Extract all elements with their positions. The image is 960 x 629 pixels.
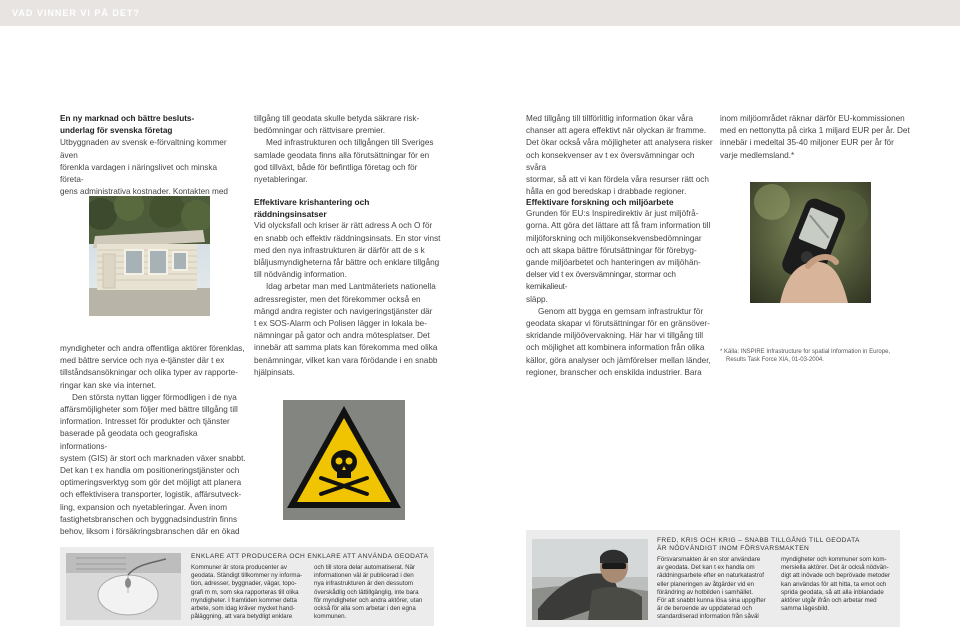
- info-box-line: digt att inövade och beprövade metoder: [781, 572, 891, 580]
- info-box-defence-col-b: [781, 556, 897, 613]
- info-box-line: kommunen.: [314, 613, 347, 621]
- cabin-photo: [89, 196, 210, 316]
- page-header-band: [0, 0, 960, 26]
- column-2-body-line: Idag arbetar man med Lantmäteriets nationella: [266, 282, 436, 292]
- column-3-body-line: miljöforskning och miljökonsekvensbedömningar: [526, 233, 702, 243]
- column-1-body-line: och effektivisera transporter, logistik, affärsutveck-: [60, 490, 242, 500]
- column-4-line: med en nettonytta på cirka 1 miljard EUR per år. Det: [720, 126, 910, 136]
- footnote-line-1: * Källa: INSPIRE Infrastructure for spatial Information in Europe,: [720, 349, 891, 355]
- soldier-photo: [532, 539, 648, 620]
- info-box-line: myndigheter och kommuner som kom-: [781, 556, 887, 563]
- column-1-body-line: optimeringsverktyg som gör det möjligt att planera: [60, 478, 242, 488]
- info-box-line: grafi m m, som ska rapporteras till olika: [191, 588, 299, 596]
- info-box-line: Kommuner är stora producenter av: [191, 564, 287, 571]
- info-box-line: eller planeringen av åtgärder vid en: [657, 580, 754, 588]
- info-box-defence-col-a: [657, 556, 777, 622]
- info-box-line: sprida geodata, så att alla inblandade: [781, 588, 884, 596]
- info-box-line: aktörer utgår ifrån och arbetar med: [781, 597, 877, 605]
- info-box-line: informationen väl är publicerad i den: [314, 572, 414, 580]
- column-1-body-line: behov, liksom i försäkringsbranschen där en ökad: [60, 527, 240, 537]
- column-1-body-line: ringar kan ske via internet.: [60, 380, 157, 390]
- column-1-intro-line: gens administrativa kostnader. Kontakten med: [60, 187, 228, 197]
- column-2-body-line: nämningar på gator och andra mötesplatser. Det: [254, 331, 430, 341]
- page-header-title: VAD VINNER VI PÅ DET?: [12, 8, 140, 18]
- column-1-body-line: baserade på geodata och geografiska informations-: [60, 429, 198, 451]
- info-box-geodata-col-b: [314, 564, 432, 621]
- column-3-body-line: skridande miljöövervakning. Här har vi tillgång till: [526, 331, 704, 341]
- column-1-body-line: myndigheter och andra offentliga aktörer förenklas,: [60, 344, 245, 353]
- info-box-line: standardiserad information från såväl: [657, 613, 759, 621]
- column-3-subheading: Effektivare forskning och miljöarbete: [526, 197, 674, 207]
- column-1-body: [60, 343, 246, 538]
- column-1-body-line: information. Intresset för produkter och tjänster: [60, 417, 230, 427]
- column-2-body-line: Vid olycksfall och kriser är rätt adress A och O för: [254, 221, 433, 231]
- column-1-body-line: affärsmöjligheter som följer med bättre tillgång till: [60, 405, 238, 415]
- column-2-body-line: blåljusmyndigheterna får bättre och enklare tillgång: [254, 258, 440, 268]
- column-2-body-line: benämningar, vilket kan vara förödande i en snabb: [254, 355, 438, 365]
- column-3-section: [526, 196, 718, 379]
- column-2-line: samlade geodata finns alla förutsättningar för en: [254, 150, 430, 160]
- column-3-body-line: och möjlighet att kombinera information från olika: [526, 343, 705, 353]
- column-1-body-line: Det kan t ex handla om positioneringstjänster och: [60, 466, 240, 476]
- column-4-line: inom miljöområdet räknar därför EU-kommissionen: [720, 114, 905, 123]
- info-box-geodata: [60, 547, 434, 626]
- info-box-line: påläggning, att vara betydligt enklare: [191, 613, 293, 621]
- info-box-line: mersiella aktörer. Det är också nödvän-: [781, 564, 889, 572]
- column-3-body-line: Genom att bygga en gemsam infrastruktur för: [538, 306, 704, 316]
- column-2-line: tillgång till geodata skulle betyda säkrare risk-: [254, 114, 420, 123]
- column-1-intro-line: Utbyggnaden av svensk e-förvaltning kommer även: [60, 138, 227, 160]
- column-3-line: Det ökar också våra möjligheter att analysera risker: [526, 138, 713, 148]
- footnote: [720, 348, 920, 364]
- column-3-line: chanser att agera effektivt när olyckan är framme.: [526, 126, 707, 136]
- column-2-subheading: Effektivare krishantering och räddningsinsatser: [254, 197, 370, 220]
- info-box-defence-caption-line-2: ÄR NÖDVÄNDIGT INOM FÖRSVARSMAKTEN: [657, 545, 810, 552]
- column-3-body-line: gorna. Att göra det lättare att få fram information till: [526, 221, 711, 231]
- column-2-body-line: en snabb och effektiv räddningsinsats. En stor vinst: [254, 233, 441, 243]
- column-1-body-line: ling, expansion och nyetableringar. Även inom: [60, 502, 228, 512]
- info-box-line: av geodata. Det kan t ex handla om: [657, 564, 755, 572]
- column-1-body-line: Den största nyttan ligger förmodligen i de nya: [72, 392, 237, 402]
- column-2-section: [254, 196, 444, 379]
- column-2-line: nyetableringar.: [254, 175, 308, 185]
- column-1-body-line: fastighetsbranschen och byggnadsindustrin finns: [60, 514, 238, 524]
- column-1-heading-line-2: underlag för svenska företag: [60, 126, 173, 136]
- info-box-line: Försvarsmakten är en stor användare: [657, 556, 761, 563]
- column-3-body-line: källor, göra analyser och jämförelser mellan länder,: [526, 355, 711, 365]
- column-2-body-line: innebär att samma plats kan förekomma med olika: [254, 343, 438, 353]
- column-2-line: bedömningar och rättvisare premier.: [254, 126, 386, 136]
- column-3-top: [526, 113, 716, 198]
- column-2-line: god tillväxt, både för befintliga företag och för: [254, 162, 418, 172]
- info-box-line: arbete, som idag kräver mycket hand-: [191, 605, 295, 613]
- info-box-line: också för alla som arbetar i den egna: [314, 605, 416, 613]
- info-box-line: överskådlig och lättillgänglig, inte bara: [314, 588, 419, 596]
- info-box-line: nya infrastrukturen är den dessutom: [314, 580, 414, 588]
- column-2-body-line: mängd andra register och navigeringstjänster där: [254, 306, 433, 316]
- column-4-top: [720, 113, 910, 162]
- column-1-body-line: system (GIS) är stort och marknaden växer snabbt.: [60, 453, 246, 463]
- info-box-defence: [526, 530, 900, 627]
- hazard-sign-photo: [283, 400, 405, 520]
- column-2-body-line: adressregister, men det förekommer också en: [254, 294, 421, 304]
- info-box-line: För att snabbt kunna lösa sina uppgifter: [657, 597, 766, 605]
- column-2-body-line: hjälpinsats.: [254, 367, 295, 377]
- column-2-body-line: t ex SOS-Alarm och Polisen lägger in lokala be-: [254, 319, 427, 329]
- column-3-body-line: släpp.: [526, 294, 548, 304]
- footnote-line-2: Results Task Force XIA, 01-03-2004.: [726, 357, 824, 363]
- column-1-top: [60, 113, 240, 198]
- info-box-line: myndigheter. I framtiden kommer detta: [191, 596, 297, 604]
- column-2-body-line: till nödvändig information.: [254, 270, 347, 280]
- column-2-top: [254, 113, 444, 186]
- info-box-line: förändring av hotbilden i samhället.: [657, 588, 753, 596]
- column-3-line: och konsekvenser av t ex översvämningar och svåra: [526, 150, 695, 172]
- column-1-heading-line-1: En ny marknad och bättre besluts-: [60, 114, 195, 123]
- column-1-body-line: tillståndsansökningar och olika typer av rapporte-: [60, 368, 238, 378]
- column-3-body-line: Grunden för EU:s Inspiredirektiv är just miljöfrå-: [526, 209, 699, 219]
- info-box-defence-caption: [657, 537, 860, 553]
- column-3-body-line: regioner, branscher och enskilda industrier. Bara: [526, 367, 702, 377]
- column-3-line: Med tillgång till tillförlitlig information ökar våra: [526, 114, 694, 123]
- info-box-line: för myndigheter och andra aktörer, utan: [314, 596, 423, 604]
- gps-device-photo: [750, 182, 871, 303]
- column-3-body-line: geodata skapar vi förutsättningar för en gränsöver-: [526, 319, 710, 329]
- column-3-body-line: gande miljöarbetet och hanteringen av miljöhän-: [526, 258, 701, 268]
- column-4-line: varje medlemsland.*: [720, 150, 795, 160]
- info-box-line: är de beroende av uppdaterad och: [657, 605, 752, 613]
- info-box-geodata-caption: ENKLARE ATT PRODUCERA OCH ENKLARE ATT ANVÄNDA GEODATA: [191, 553, 429, 560]
- column-1-intro-line: förenkla vardagen i näringslivet och minska företa-: [60, 162, 218, 185]
- column-2-body-line: med den nya infrastrukturen är därför att de s k: [254, 245, 425, 255]
- info-box-line: tion, adresser, byggnader, vägar, topo-: [191, 580, 297, 588]
- info-box-line: geodata. Ständigt tillkommer ny informa-: [191, 572, 303, 580]
- column-3-body-line: och att skapa bättre förutsättningar för förebyg-: [526, 245, 697, 255]
- info-box-line: och till stora delar automatiserat. När: [314, 564, 416, 571]
- column-4-line: innebär i medeltal 35-40 miljoner EUR per år för: [720, 138, 894, 148]
- column-1-body-line: med bättre service och nya e-tjänster där t ex: [60, 356, 225, 366]
- info-box-line: kan användas för att hitta, ta emot och: [781, 580, 887, 588]
- info-box-geodata-col-a: [191, 564, 309, 621]
- mouse-photo: [66, 553, 181, 620]
- column-2-line: Med infrastrukturen och tillgången till Sveriges: [266, 138, 434, 148]
- info-box-line: räddningsarbete efter en naturkatastrof: [657, 572, 764, 580]
- column-3-line: hålla en god beredskap i drabbade regioner.: [526, 187, 687, 197]
- column-3-line: stormar, så att vi kan fördela våra resurser rätt och: [526, 175, 709, 185]
- column-3-body-line: delser vid t ex översvämningar, stormar och kemikalieut-: [526, 270, 676, 292]
- info-box-defence-caption-line-1: FRED, KRIS OCH KRIG – SNABB TILLGÅNG TILL GEODATA: [657, 537, 860, 544]
- info-box-line: samma lägesbild.: [781, 605, 830, 613]
